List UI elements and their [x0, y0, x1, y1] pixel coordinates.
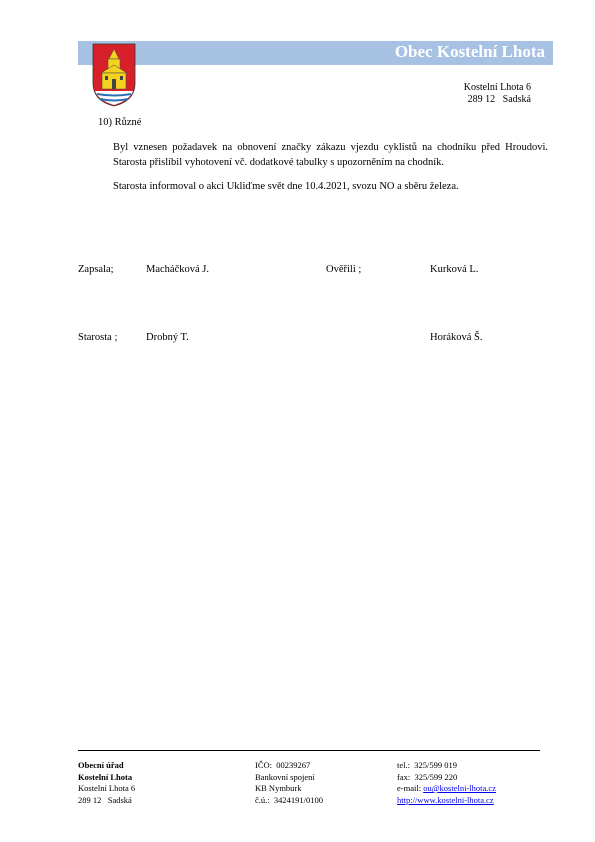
paragraph: Starosta informoval o akci Ukliďme svět dne 10.4.2021, svozu NO a sběru železa.	[113, 181, 459, 192]
overili-label: Ověřili ;	[326, 264, 362, 275]
website-link[interactable]: http://www.kostelni-lhota.cz	[397, 794, 494, 805]
zapsala-name: Macháčková J.	[146, 264, 209, 275]
address-block	[464, 82, 531, 106]
verifier-name: Horáková Š.	[430, 332, 483, 343]
footer-text: KB Nymburk	[255, 783, 302, 793]
address-line: Kostelní Lhota 6	[463, 82, 531, 93]
footer-text: fax: 325/599 220	[397, 771, 458, 782]
header-bar	[78, 41, 553, 65]
footer-text: Kostelní Lhota	[78, 771, 133, 782]
page-title: Obec Kostelní Lhota	[394, 42, 545, 61]
starosta-label: Starosta ;	[78, 332, 118, 343]
footer-office	[78, 760, 135, 806]
footer-divider	[78, 750, 540, 751]
coat-of-arms-icon	[92, 43, 136, 107]
overili-name: Kurková L.	[430, 264, 479, 275]
starosta-name: Drobný T.	[146, 332, 189, 343]
zapsala-label: Zapsala;	[78, 264, 114, 275]
footer-text: 289 12 Sadská	[78, 794, 132, 805]
footer-text: IČO: 00239267	[255, 760, 311, 770]
email-link[interactable]: ou@kostelni-lhota.cz	[423, 783, 496, 793]
footer-contact	[397, 760, 496, 806]
paragraph: Byl vznesen požadavek na obnovení značky zákazu vjezdu cyklistů na chodníku před Hroudovi. Starosta přislíbil vyhotovení vč. dodatkové tabulky s upozorněním na chodník.	[113, 142, 548, 168]
footer-text: č.ú.: 3424191/0100	[255, 794, 323, 805]
footer-email-row	[397, 783, 496, 795]
footer-text: tel.: 325/599 019	[397, 760, 457, 770]
address-line: 289 12 Sadská	[467, 94, 531, 105]
footer-text: Kostelní Lhota 6	[78, 783, 136, 793]
footer-text: e-mail:	[397, 783, 424, 793]
footer-text: Obecní úřad	[78, 760, 124, 770]
footer-bank	[255, 760, 323, 806]
section-title: 10) Různé	[98, 117, 142, 128]
footer-text: Bankovní spojení	[255, 771, 315, 782]
